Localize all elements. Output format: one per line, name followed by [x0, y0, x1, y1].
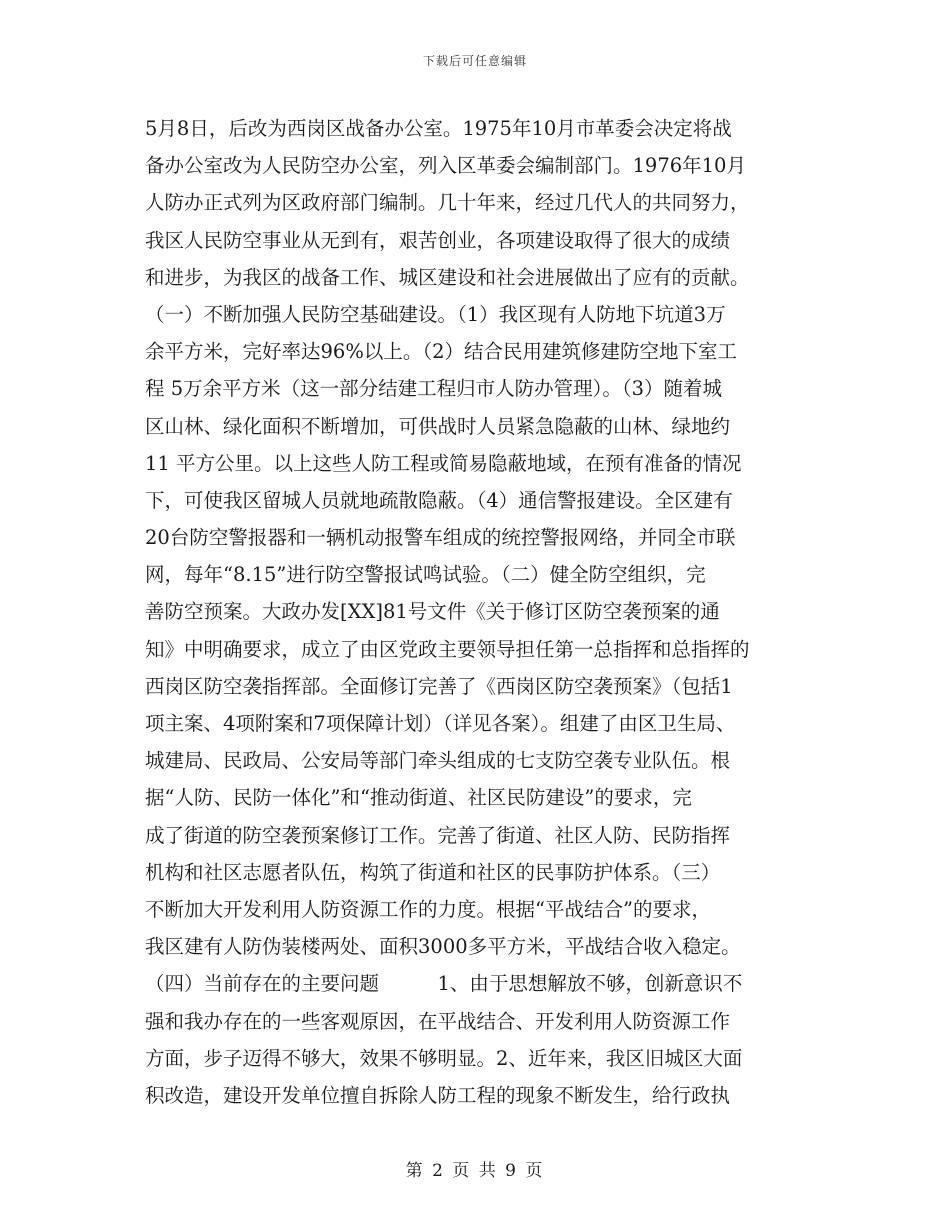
document-body — [145, 110, 815, 1114]
text-line: 程 5万余平方米（这一部分结建工程归市人防办管理）。（3）随着城 — [145, 377, 723, 401]
text-line: （四）当前存在的主要问题 1、由于思想解放不够，创新意识不 — [145, 972, 743, 996]
text-line: 区山林、绿化面积不断增加，可供战时人员紧急隐蔽的山林、绿地约 — [145, 414, 731, 438]
text-line: 积改造，建设开发单位擅自拆除人防工程的现象不断发生，给行政执 — [145, 1083, 731, 1107]
text-line: 11 平方公里。以上这些人防工程或简易隐蔽地域，在预有准备的情况 — [145, 451, 742, 475]
text-line: 项主案、4项附案和7项保障计划）（详见各案）。组建了由区卫生局、 — [145, 712, 736, 735]
text-line: 知》中明确要求，成立了由区党政主要领导担任第一总指挥和总指挥的 — [145, 637, 750, 661]
text-line: 机构和社区志愿者队伍，构筑了街道和社区的民事防护体系。（三） — [145, 860, 721, 884]
text-line: 方面，步子迈得不够大，效果不够明显。2、近年来，我区旧城区大面 — [145, 1046, 743, 1070]
text-line: 据“人防、民防一体化”和“推动街道、社区民防建设”的要求，完 — [145, 786, 692, 810]
page-number-footer: 第 2 页 共 9 页 — [405, 1161, 545, 1181]
text-line: 5月8日，后改为西岗区战备办公室。1975年10月市革委会决定将战 — [145, 117, 732, 140]
text-line: 网，每年“8.15”进行防空警报试鸣试验。（二）健全防空组织，完 — [145, 563, 706, 587]
text-line: （一）不断加强人民防空基础建设。（1）我区现有人防地下坑道3万 — [145, 302, 726, 326]
text-line: 下，可使我区留城人员就地疏散隐蔽。（4）通信警报建设。全区建有 — [145, 488, 733, 512]
text-line: 备办公室改为人民防空办公室，列入区革委会编制部门。1976年10月 — [145, 154, 746, 178]
text-line: 余平方米，完好率达96%以上。（2）结合民用建筑修建防空地下室工 — [145, 340, 737, 364]
text-line: 我区建有人防伪装楼两处、面积3000多平方米，平战结合收入稳定。 — [145, 935, 741, 959]
text-line: 我区人民防空事业从无到有，艰苦创业，各项建设取得了很大的成绩 — [145, 228, 731, 252]
text-line: 城建局、民政局、公安局等部门牵头组成的七支防空袭专业队伍。根 — [145, 749, 731, 773]
text-line: 20台防空警报器和一辆机动报警车组成的统控警报网络，并同全市联 — [145, 526, 736, 550]
page-header-note: 下载后可任意编辑 — [422, 54, 527, 68]
text-line: 人防办正式列为区政府部门编制。几十年来，经过几代人的共同努力， — [145, 191, 750, 215]
text-line: 不断加大开发利用人防资源工作的力度。根据“平战结合”的要求， — [145, 897, 711, 921]
text-line: 和进步，为我区的战备工作、城区建设和社会进展做出了应有的贡献。 — [145, 265, 750, 289]
text-line: 强和我办存在的一些客观原因，在平战结合、开发利用人防资源工作 — [145, 1009, 731, 1033]
text-line: 西岗区防空袭指挥部。全面修订完善了《西岗区防空袭预案》（包括1 — [145, 674, 733, 698]
text-line: 善防空预案。大政办发[XX]81号文件《关于修订区防空袭预案的通 — [145, 600, 720, 624]
text-line: 成了街道的防空袭预案修订工作。完善了街道、社区人防、民防指挥 — [145, 823, 731, 847]
